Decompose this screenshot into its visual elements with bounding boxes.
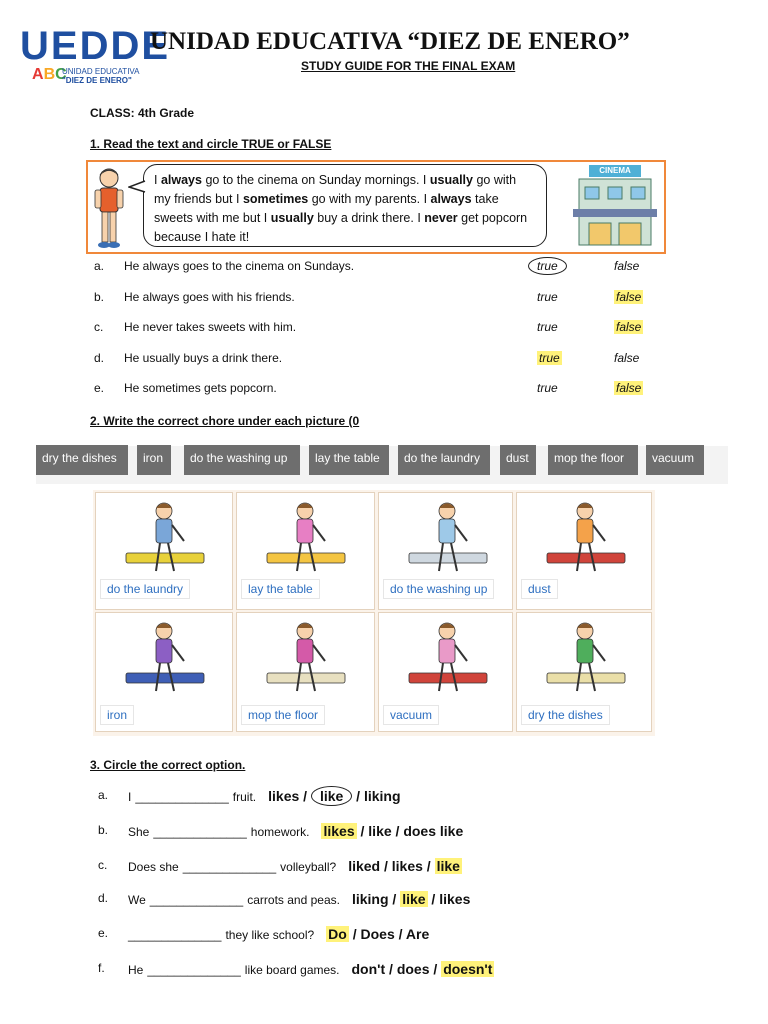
lay-table-illustration [261, 497, 351, 579]
chore-picture-cell [516, 612, 652, 732]
option-choice[interactable]: likes [439, 891, 471, 907]
chore-picture-cell [236, 492, 375, 610]
chore-picture-cell [95, 492, 233, 610]
option-group [326, 926, 429, 942]
chore-picture-cell [236, 612, 375, 732]
word-chip[interactable]: vacuum [646, 445, 704, 475]
story-bold-word: usually [429, 173, 473, 187]
sentence-post: they like school? [225, 928, 315, 942]
section3-heading: 3. Circle the correct option. [90, 758, 246, 772]
sentence-post: homework. [250, 825, 310, 839]
option-group [321, 823, 463, 839]
iron-illustration [120, 617, 210, 699]
word-chip[interactable]: mop the floor [548, 445, 638, 475]
chore-answer-label: dust [521, 579, 558, 599]
word-chip[interactable]: dust [500, 445, 536, 475]
option-separator: / [385, 961, 397, 977]
sentence-post: volleyball? [280, 860, 337, 874]
chore-picture-cell [378, 612, 513, 732]
answer-blank[interactable]: ______________ [135, 790, 229, 804]
answer-blank[interactable]: ______________ [147, 963, 241, 977]
option-separator: / [394, 926, 406, 942]
answer-blank[interactable]: ______________ [153, 825, 247, 839]
story-bold-word: always [160, 173, 202, 187]
word-chip[interactable]: do the laundry [398, 445, 490, 475]
story-bold-word: usually [270, 211, 314, 225]
true-option[interactable]: true [539, 351, 560, 365]
option-separator: / [388, 891, 401, 907]
false-option[interactable]: false [614, 259, 640, 273]
tf-row-letter: e. [94, 381, 105, 395]
sentence-pre: I [128, 790, 132, 804]
section2-heading: 2. Write the correct chore under each picture (0 [90, 414, 360, 428]
story-segment: buy a drink there. I [313, 211, 425, 225]
logo-wordmark: UEDDE [20, 24, 171, 68]
laundry-illustration [120, 497, 210, 579]
sentence-post: like board games. [244, 963, 340, 977]
question-sentence [128, 891, 470, 907]
chore-answer-label: iron [100, 705, 134, 725]
sentence-pre: He [128, 963, 144, 977]
document-subtitle: STUDY GUIDE FOR THE FINAL EXAM [301, 59, 516, 73]
question-letter: e. [98, 926, 109, 940]
tf-row-statement: He always goes with his friends. [124, 290, 295, 304]
cinema-sign: CINEMA [599, 166, 631, 175]
option-separator: / [380, 858, 392, 874]
story-segment: take sweets with me but I [154, 192, 499, 225]
answer-blank[interactable]: ______________ [128, 928, 222, 942]
chore-answer-label: do the washing up [383, 579, 494, 599]
option-choice[interactable]: does [396, 961, 430, 977]
false-option[interactable]: false [616, 381, 642, 395]
question-sentence [128, 858, 462, 874]
word-chip[interactable]: do the washing up [184, 445, 300, 475]
vacuum-illustration [403, 617, 493, 699]
option-choice[interactable]: liking [351, 891, 389, 907]
chore-answer-label: vacuum [383, 705, 439, 725]
chore-answer-label: lay the table [241, 579, 320, 599]
option-choice[interactable]: like [436, 858, 460, 874]
option-choice[interactable]: likes [323, 823, 355, 839]
option-separator: / [352, 788, 364, 804]
chore-picture-cell [378, 492, 513, 610]
option-separator: / [356, 823, 369, 839]
true-option[interactable]: true [528, 257, 567, 275]
word-chip[interactable]: lay the table [309, 445, 389, 475]
true-option[interactable]: true [537, 290, 558, 304]
option-choice[interactable]: Are [405, 926, 430, 942]
option-choice[interactable]: likes [391, 858, 423, 874]
chore-picture-cell [95, 612, 233, 732]
option-separator: / [429, 961, 442, 977]
option-group [268, 788, 400, 804]
chore-answer-label: do the laundry [100, 579, 190, 599]
option-separator: / [299, 788, 311, 804]
option-choice[interactable]: liking [363, 788, 401, 804]
option-choice[interactable]: Do [328, 926, 347, 942]
dry-dishes-illustration [541, 617, 631, 699]
question-sentence [128, 961, 494, 977]
chore-picture-cell [516, 492, 652, 610]
section1-heading: 1. Read the text and circle TRUE or FALSE [90, 137, 332, 151]
story-bold-word: sometimes [242, 192, 309, 206]
option-choice[interactable]: doesn't [443, 961, 493, 977]
logo-abc: ABC [32, 66, 67, 83]
question-letter: c. [98, 858, 108, 872]
tf-row-statement: He never takes sweets with him. [124, 320, 297, 334]
sentence-pre: Does she [128, 860, 179, 874]
story-bubble [143, 164, 547, 247]
chore-answer-label: mop the floor [241, 705, 325, 725]
bubble-tail [128, 180, 146, 194]
question-sentence [128, 823, 463, 839]
option-choice[interactable]: likes [268, 788, 300, 804]
option-separator: / [348, 926, 361, 942]
true-option[interactable]: true [537, 320, 558, 334]
story-segment: go with my parents. I [308, 192, 431, 206]
option-group [352, 961, 495, 977]
word-chip[interactable]: iron [137, 445, 171, 475]
tf-row-letter: d. [94, 351, 105, 365]
tf-row-letter: a. [94, 259, 105, 273]
cinema-illustration [571, 165, 659, 249]
logo-caption: UNIDAD EDUCATIVA "DIEZ DE ENERO" [62, 67, 140, 85]
tf-row-letter: c. [94, 320, 104, 334]
boy-illustration [92, 166, 126, 250]
option-choice[interactable]: does like [403, 823, 464, 839]
dust-illustration [541, 497, 631, 579]
sentence-post: carrots and peas. [247, 893, 340, 907]
question-letter: a. [98, 788, 109, 802]
story-segment: I [154, 173, 161, 187]
option-choice[interactable]: don't [351, 961, 386, 977]
option-choice[interactable]: like [402, 891, 426, 907]
option-choice[interactable]: like [368, 823, 392, 839]
story-segment: go with my friends but I [154, 173, 517, 206]
story-text [154, 173, 527, 244]
story-bold-word: never [424, 211, 458, 225]
class-label: CLASS: 4th Grade [90, 106, 195, 120]
word-chip[interactable]: dry the dishes [36, 445, 128, 475]
mop-illustration [261, 617, 351, 699]
sentence-post: fruit. [232, 790, 257, 804]
option-separator: / [422, 858, 435, 874]
sentence-pre: We [128, 893, 146, 907]
chore-answer-label: dry the dishes [521, 705, 610, 725]
false-option[interactable]: false [616, 290, 642, 304]
washing-up-illustration [403, 497, 493, 579]
tf-row-letter: b. [94, 290, 105, 304]
question-letter: f. [98, 961, 105, 975]
tf-row-statement: He always goes to the cinema on Sundays. [124, 259, 355, 273]
tf-row-statement: He usually buys a drink there. [124, 351, 283, 365]
option-choice[interactable]: liked [348, 858, 381, 874]
answer-blank[interactable]: ______________ [182, 860, 277, 874]
true-option[interactable]: true [537, 381, 558, 395]
option-choice[interactable]: like [311, 786, 352, 806]
tf-row-statement: He sometimes gets popcorn. [124, 381, 277, 395]
question-letter: d. [98, 891, 109, 905]
question-letter: b. [98, 823, 109, 837]
option-separator: / [391, 823, 404, 839]
option-group [352, 891, 470, 907]
option-separator: / [427, 891, 440, 907]
school-title: UNIDAD EDUCATIVA “DIEZ DE ENERO” [150, 28, 630, 55]
false-option[interactable]: false [616, 320, 642, 334]
answer-blank[interactable]: ______________ [149, 893, 244, 907]
false-option[interactable]: false [614, 351, 640, 365]
sentence-pre: She [128, 825, 150, 839]
option-choice[interactable]: Does [360, 926, 395, 942]
question-sentence [128, 788, 401, 804]
school-logo [20, 24, 171, 86]
story-segment: go to the cinema on Sunday mornings. I [201, 173, 430, 187]
option-group [348, 858, 462, 874]
story-segment: get popcorn because I hate it! [154, 211, 528, 244]
question-sentence [128, 926, 429, 942]
story-bold-word: always [430, 192, 472, 206]
